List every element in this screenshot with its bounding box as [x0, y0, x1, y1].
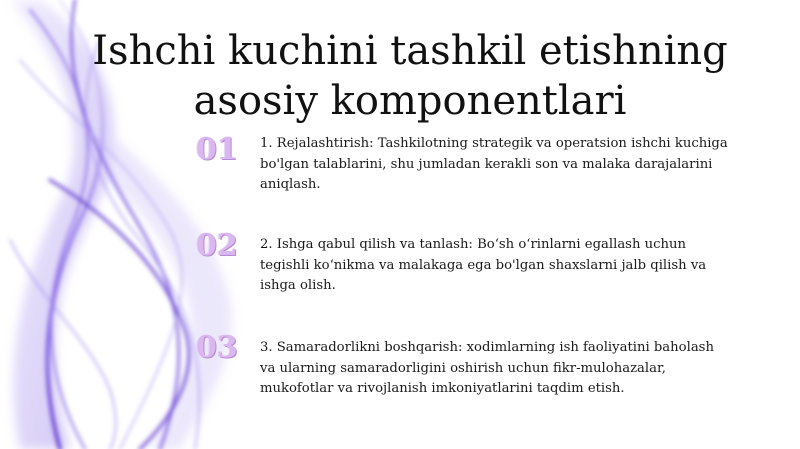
item-text: 1. Rejalashtirish: Tashkilotning strategik va operatsion ishchi kuchiga bo'lgan talablarini, shu jumladan kerakli son va malaka darajalarini aniqlash. [260, 136, 728, 192]
item-text: 3. Samaradorlikni boshqarish: xodimlarning ish faoliyatini baholash va ularning samaradorligini oshirish uchun fikr-mulohazalar, mukofotlar va rivojlanish imkoniyatlarini taqdim etish. [260, 340, 714, 396]
item-number: 03 [196, 330, 238, 365]
item-number: 02 [196, 228, 238, 263]
slide-title [40, 26, 780, 126]
slide-title-line-1: Ishchi kuchini tashkil etishning [92, 28, 728, 74]
item-text: 2. Ishga qabul qilish va tanlash: Bo‘sh o‘rinlarni egallash uchun tegishli ko‘nikma va malakaga ega bo'lgan shaxslarni jalb qilish va ishga olish. [260, 237, 707, 293]
item-number: 01 [196, 132, 238, 167]
slide-title-line-2: asosiy komponentlari [193, 78, 627, 124]
